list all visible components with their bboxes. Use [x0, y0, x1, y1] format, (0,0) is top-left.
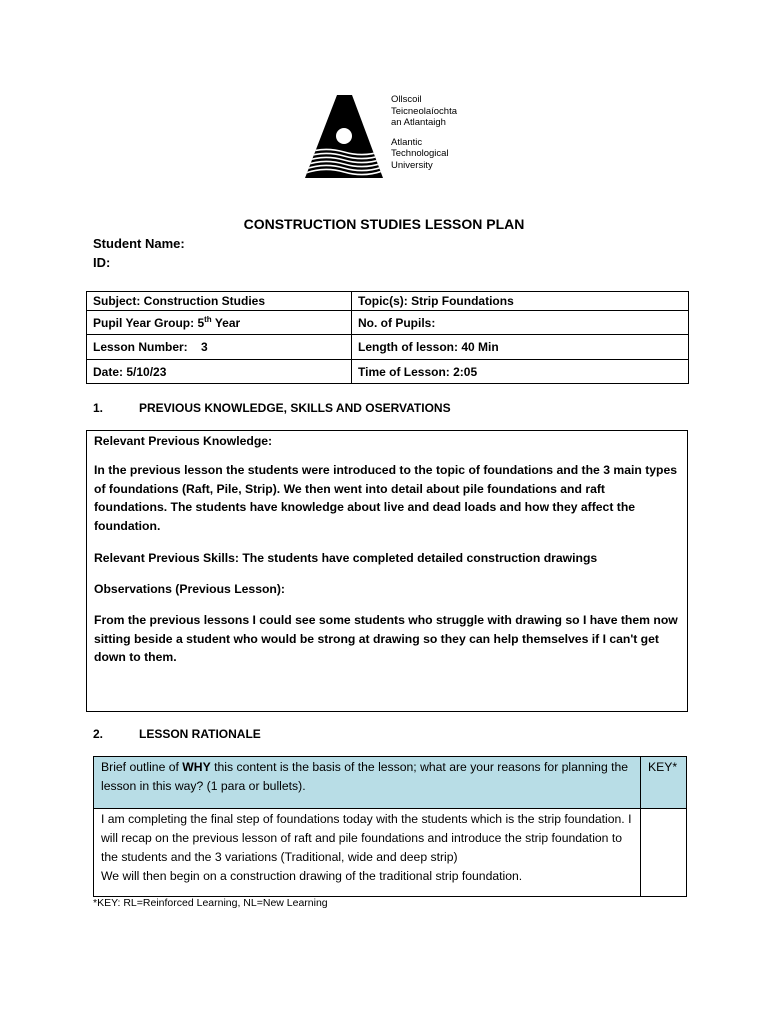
table-row [94, 757, 687, 809]
topic-cell: Topic(s): Strip Foundations [352, 292, 689, 311]
observations-label: Observations (Previous Lesson): [94, 582, 285, 596]
table-row [87, 311, 689, 335]
lesson-length-cell: Length of lesson: 40 Min [352, 335, 689, 360]
rationale-body-cell [94, 809, 641, 897]
rationale-text: We will then begin on a construction drawing of the traditional strip foundation. [101, 869, 523, 883]
page-title: CONSTRUCTION STUDIES LESSON PLAN [243, 216, 525, 232]
student-name-label: Student Name: [93, 236, 185, 251]
lesson-number-cell: Lesson Number: 3 [87, 335, 352, 360]
pupils-cell: No. of Pupils: [352, 311, 689, 335]
table-row [94, 809, 687, 897]
knowledge-label: Relevant Previous Knowledge: [94, 434, 273, 448]
atu-logo-mark-icon [303, 90, 385, 182]
logo-line: Atlantic [391, 136, 423, 148]
logo-line: an Atlantaigh [391, 117, 446, 128]
observations-text: From the previous lessons I could see some students who struggle with drawing so I have them now sitting beside a student who would be strong at drawing so they can help themselves if I can't get down to them. [94, 613, 678, 664]
knowledge-text: In the previous lesson the students were introduced to the topic of foundations and the 3 main types of foundations (Raft, Pile, Strip). We then went into detail about pile foundations and raft foundations. The students have knowledge about live and dead loads and how they affect the foundation. [94, 463, 678, 533]
year-group-cell: Pupil Year Group: 5th Year [87, 311, 352, 335]
atu-logo [303, 90, 473, 182]
lesson-rationale-table [93, 756, 687, 897]
logo-wordmark [391, 94, 457, 171]
table-row [87, 292, 689, 311]
lesson-time-cell: Time of Lesson: 2:05 [352, 360, 689, 384]
logo-line: Technological [391, 148, 449, 159]
logo-line: Ollscoil [391, 94, 422, 105]
lesson-info-table [86, 291, 689, 384]
key-cell [641, 809, 687, 897]
subject-cell: Subject: Construction Studies [87, 292, 352, 311]
table-row [87, 335, 689, 360]
key-footnote: *KEY: RL=Reinforced Learning, NL=New Learning [93, 897, 328, 909]
previous-knowledge-box [86, 430, 688, 712]
date-cell: Date: 5/10/23 [87, 360, 352, 384]
rationale-prompt-cell: Brief outline of WHY this content is the basis of the lesson; what are your reasons for planning the lesson in this way? (1 para or bullets). [94, 757, 641, 809]
student-id-label: ID: [93, 255, 111, 270]
table-row [87, 360, 689, 384]
key-header-cell: KEY* [641, 757, 687, 809]
logo-line: University [391, 159, 433, 171]
logo-line: Teicneolaíochta [391, 105, 458, 117]
rationale-text: I am completing the final step of foundations today with the students which is the strip foundation. I will recap on the previous lesson of raft and pile foundations and introduce the strip foundation to the students and the 3 variations (Traditional, wide and deep strip) [101, 812, 632, 864]
skills-text: Relevant Previous Skills: The students have completed detailed construction drawings [94, 551, 598, 565]
